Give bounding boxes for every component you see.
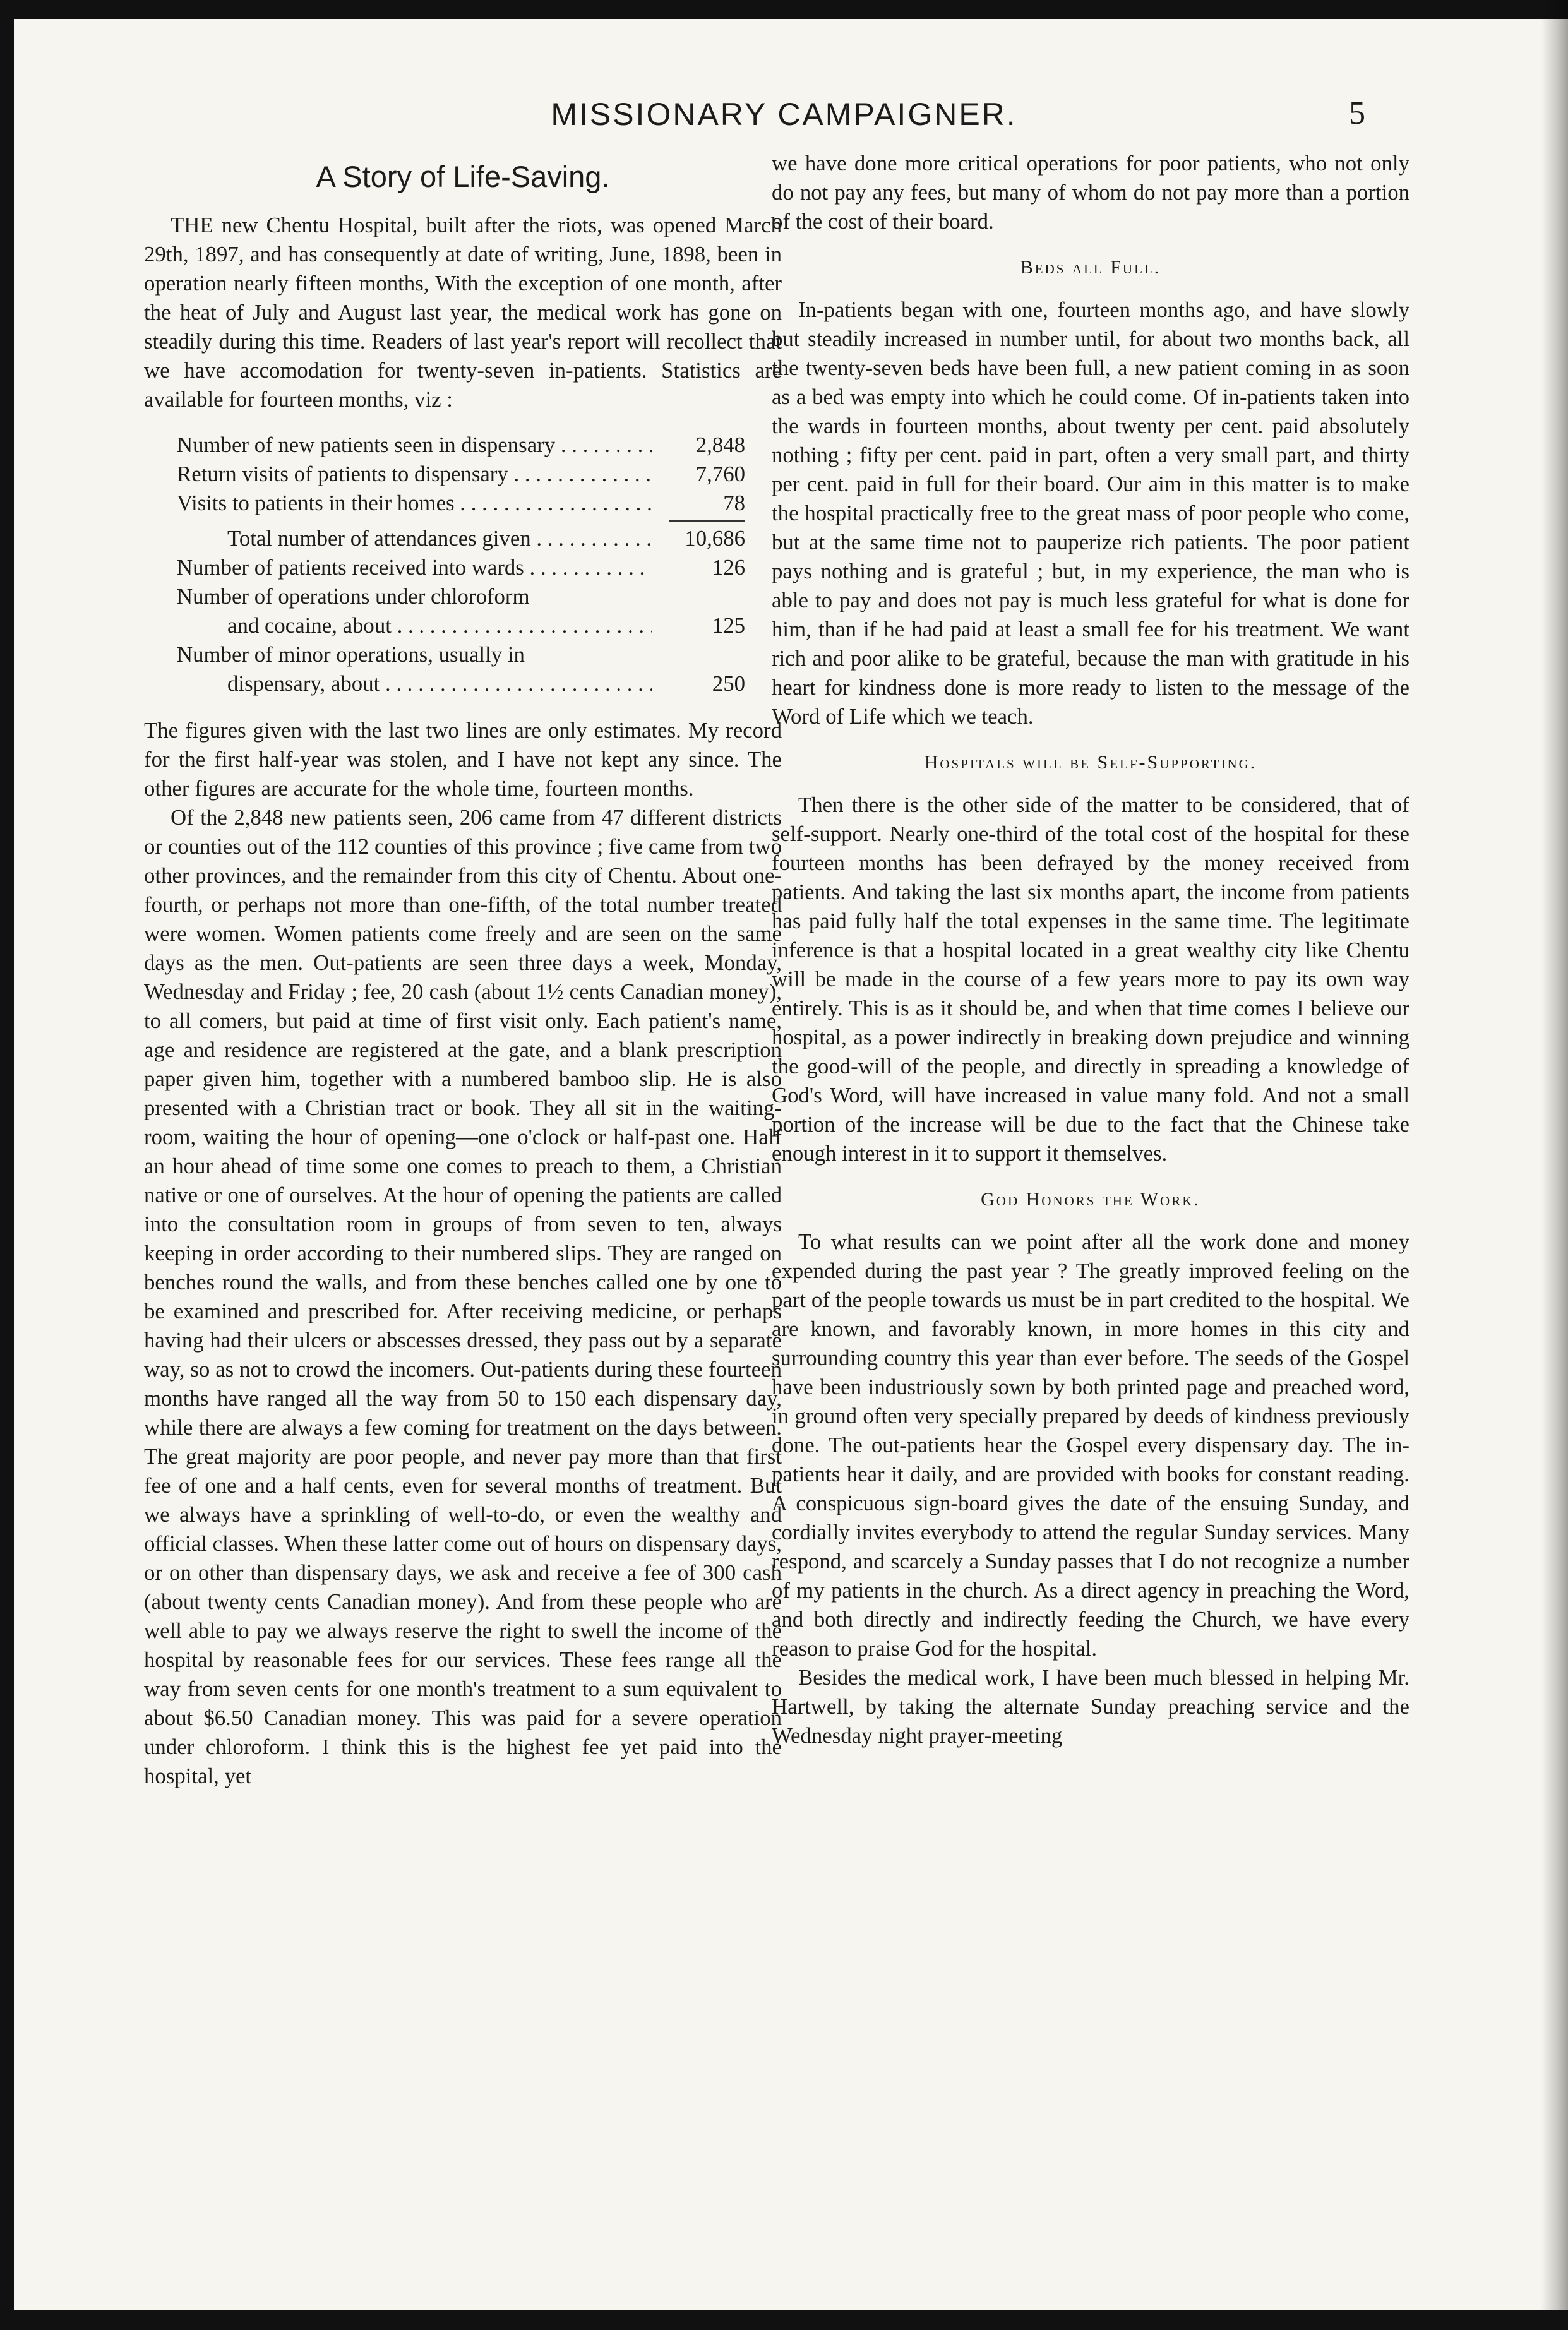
stat-label: Visits to patients in their homes . . . [177, 489, 652, 518]
stat-label: and cocaine, about . . . [177, 611, 652, 640]
running-title: MISSIONARY CAMPAIGNER. [551, 97, 1017, 132]
stat-value: 10,686 [685, 526, 745, 551]
section-heading: Beds all Full. [1020, 257, 1161, 278]
stat-row [177, 553, 745, 582]
section-heading: God Honors the Work. [981, 1189, 1200, 1210]
stat-label: Total number of attendances given . . . [177, 524, 652, 553]
stat-row [177, 489, 745, 518]
scan-edge-bottom [0, 2310, 1568, 2330]
stat-value: 2,848 [695, 433, 745, 457]
stat-label: Number of patients received into wards . . . [177, 553, 652, 582]
stat-row [177, 582, 745, 611]
right-column [772, 149, 1409, 1750]
stat-label: Number of new patients seen in dispensary . . . [177, 431, 652, 460]
stat-row [177, 669, 745, 698]
stat-value: 78 [723, 491, 745, 515]
stat-label: dispensary, about . . . [177, 669, 652, 698]
scan-edge-left [0, 0, 14, 2330]
scan-edge-top [0, 0, 1568, 19]
closing-paragraph: Besides the medical work, I have been much blessed in helping Mr. Hartwell, by taking the alternate Sunday preaching service and the Wednesday night prayer-meeting [772, 1665, 1409, 1748]
continued-paragraph: we have done more critical operations for poor patients, who not only do not pay any fees, but many of whom do not pay more than a portion of the cost of their board. [772, 151, 1409, 234]
page-number: 5 [1349, 95, 1365, 131]
intro-paragraph: THE new Chentu Hospital, built after the riots, was opened March 29th, 1897, and has consequently at date of writing, June, 1898, been in operation nearly fifteen months, With the exception of one month, after the heat of July and August last year, the medical work has gone on steadily during this time. Readers of last year's report will recollect that we have accomodation for twenty-seven in-patients. Statistics are available for fourteen months, viz : [144, 213, 782, 412]
stat-label: Number of minor operations, usually in [177, 642, 525, 667]
stat-row-total [177, 524, 745, 553]
section-paragraph: Then there is the other side of the matter to be considered, that of self-support. Nearly one-third of the total cost of the hospital for these fourteen months has been defrayed by the money received from patients. And taking the last six months apart, the income from patients has paid fully half the total expenses in the same time. The legitimate inference is that a hospital located in a great wealthy city like Chentu will be made in the course of a few years more to pay its own way entirely. This is as it should be, and when that time comes I believe our hospital, as a power indirectly in breaking down prejudice and winning the good-will of the people, and directly in spreading a knowledge of God's Word, will have increased in value many fold. And not a small portion of the increase will be due to the fact that the Chinese take enough interest in it to support it themselves. [772, 792, 1409, 1166]
body-paragraph: Of the 2,848 new patients seen, 206 came from 47 different districts or counties out of the 112 counties of this province ; five came from two other provinces, and the remainder from this city of Chentu. About one-fourth, or perhaps not more than one-fifth, of the total number treated were women. Women patients come freely and are seen on the same days as the men. Out-patients are seen three days a week, Monday, Wednesday and Friday ; fee, 20 cash (about 1½ cents Canadian money), to all comers, but paid at time of first visit only. Each patient's name, age and residence are registered at the gate, and a blank prescription paper given him, together with a numbered bamboo slip. He is also presented with a Christian tract or book. They all sit in the waiting-room, waiting the hour of opening—one o'clock or half-past one. Half an hour ahead of time some one comes to preach to them, a Christian native or one of ourselves. At the hour of opening the patients are called into the consultation room in groups of from seven to ten, always keeping in order according to their numbered slips. They are ranged on benches round the walls, and from these benches called one by one to be examined and prescribed for. After receiving medicine, or perhaps having had their ulcers or abscesses dressed, they pass out by a separate way, so as not to crowd the incomers. Out-patients during these fourteen months have ranged all the way from 50 to 150 each dispensary day, while there are always a few coming for treatment on the days between. The great majority are poor people, and never pay more than that first fee of one and a half cents, even for several months of treatment. But we always have a sprinkling of well-to-do, or even the wealthy and official classes. When these latter come out of hours on dispensary days, or on other than dispensary days, we ask and receive a fee of 300 cash (about twenty cents Canadian money). And from these people who are well able to pay we always reserve the right to swell the income of the hospital by reasonable fees for our services. These fees range all the way from seven cents for one month's treatment to a sum equivalent to about $6.50 Canadian money. This was paid for a severe operation under chloroform. I think this is the highest fee yet paid into the hospital, yet [144, 805, 782, 1788]
stat-label: Number of operations under chloroform [177, 584, 530, 609]
section-paragraph: To what results can we point after all the work done and money expended during the past year ? The greatly improved feeling on the part of the people towards us must be in part credited to the hospital. We are known, and favorably known, in more homes in this city and surrounding country this year than ever before. The seeds of the Gospel have been industriously sown by both printed page and preached word, in ground often very specially prepared by deeds of kindness previously done. The out-patients hear the Gospel every dispensary day. The in-patients hear it daily, and are provided with books for constant reading. A conspicuous sign-board gives the date of the ensuing Sunday, and cordially invites everybody to attend the regular Sunday services. Many respond, and scarcely a Sunday passes that I do not recognize a number of my patients in the church. As a direct agency in preaching the Word, and both directly and indirectly feeding the Church, we have every reason to praise God for the hospital. [772, 1229, 1409, 1661]
stat-value: 126 [712, 555, 745, 580]
stat-row [177, 460, 745, 489]
total-rule [669, 520, 745, 522]
body-paragraph: The figures given with the last two lines are only estimates. My record for the first half-year was stolen, and I have not kept any since. The other figures are accurate for the whole time, fourteen months. [144, 718, 782, 801]
article-title: A Story of Life-Saving. [316, 160, 610, 193]
section-paragraph: In-patients began with one, fourteen months ago, and have slowly but steadily increased in number until, for about two months back, all the twenty-seven beds have been full, a new patient coming in as soon as a bed was empty into which he could come. Of in-patients taken into the wards in fourteen months, about twenty per cent. paid absolutely nothing ; fifty per cent. paid in part, often a very small part, and thirty per cent. paid in full for their board. Our aim in this matter is to make the hospital practically free to the great mass of poor people who come, but at the same time not to pauperize rich patients. The poor patient pays nothing and is grateful ; but, in my experience, the man who is able to pay and does not pay is much less grateful for what is done for him, than if he had paid at least a small fee for his treatment. We want rich and poor alike to be grateful, because the man with gratitude in his heart for kindness done is more ready to listen to the message of the Word of Life which we teach. [772, 297, 1409, 729]
scan-edge-right [1541, 0, 1568, 2330]
left-column [144, 149, 782, 1791]
stat-value: 7,760 [695, 462, 745, 486]
stat-row [177, 431, 745, 460]
stat-row [177, 611, 745, 640]
stat-row [177, 640, 745, 669]
section-heading: Hospitals will be Self-Supporting. [924, 752, 1257, 773]
running-head [0, 95, 1568, 133]
stat-label: Return visits of patients to dispensary . . . [177, 460, 652, 489]
stat-value: 250 [712, 671, 745, 696]
statistics-table [177, 431, 745, 698]
stat-value: 125 [712, 613, 745, 638]
